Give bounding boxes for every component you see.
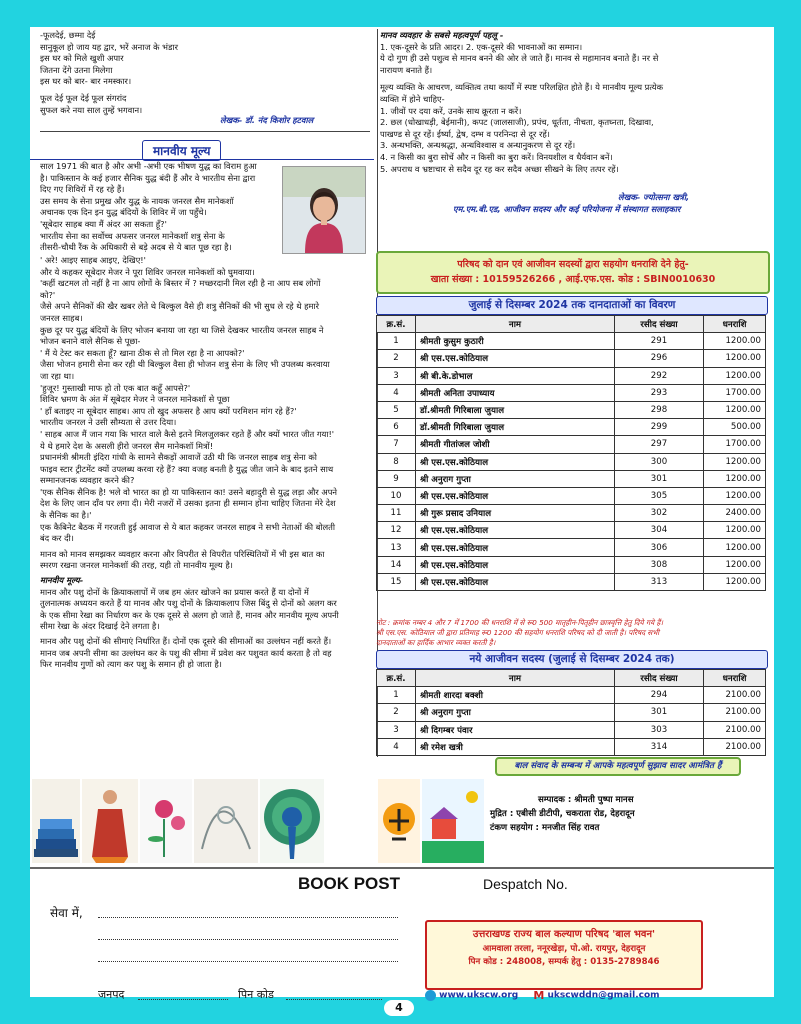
table-row — [377, 350, 766, 367]
row-name: श्रीमती अनिता उपाध्याय — [416, 384, 615, 401]
receipt-number: 296 — [615, 350, 704, 367]
donors-table — [376, 315, 766, 591]
poem-line: सुफल करे नया साल तुम्हें भगवान। — [40, 104, 143, 115]
table-row — [377, 505, 766, 522]
article-line: भारतीय जनरल ने उसी सौम्यता से उत्तर दिया। — [40, 417, 177, 428]
column-header: नाम — [416, 316, 615, 333]
table-row — [377, 419, 766, 436]
row-name: श्री बी.के.डोभाल — [416, 367, 615, 384]
amount: 500.00 — [704, 419, 766, 436]
address-to-label: सेवा में, — [50, 906, 83, 920]
row-name: श्रीमती गीतांजल जोशी — [416, 436, 615, 453]
row-number: 3 — [377, 367, 416, 384]
column-header: नाम — [416, 670, 615, 687]
article-line: सम्मानजनक व्यवहार करने की? — [40, 475, 135, 486]
row-number: 6 — [377, 419, 416, 436]
article-line: जैसे अपने सैनिकों की खैर खबर लेते थे बिल्कुल वैसे ही शत्रु सैनिकों की भी सुध ले रहे थे हमारे — [40, 301, 320, 312]
column-header: रसीद संख्या — [615, 670, 704, 687]
article-line: 'कहीं खटमल तो नहीं है ना आप लोगों के बिस्तर में ? मच्छरदानी मिल रही है ना आप सब लोगों — [40, 278, 321, 289]
article-line: मानव जब अपनी सीमा का उल्लंघन कर के पशु की सीमा में प्रवेश कर पशुवत कार्य करता है तो वह — [40, 647, 332, 658]
note-line: श्री एस.एस. कोठियाल जी द्वारा प्रतिमाह रू0 1200 की सहयोग धनराशि परिषद को दी जाती है। परिषद सभी — [376, 628, 660, 637]
printer-credit: मुद्रित : एबीसी डीटीपी, चकराता रोड, देहरादून — [490, 809, 635, 819]
table-row — [377, 738, 766, 755]
row-number: 7 — [377, 436, 416, 453]
amount: 1200.00 — [704, 333, 766, 350]
amount: 2100.00 — [704, 738, 766, 755]
table-row — [377, 367, 766, 384]
article-line: जैसा भोजन हमारी सेना कर रही थी बिल्कुल वैसा ही भोजन शत्रु सेना के लिए भी उपलब्ध करवाया — [40, 359, 330, 370]
row-number: 4 — [377, 738, 416, 755]
amount: 1200.00 — [704, 453, 766, 470]
receipt-number: 313 — [615, 573, 704, 590]
table-row — [377, 573, 766, 590]
web-contact-row — [425, 989, 703, 1005]
article-line: ' हाँ बताइए ना सूबेदार साहब। आप तो खुद अफसर है आप क्यों परमिशन मांग रहे हैं?' — [40, 405, 297, 416]
poem-line: इस घर को बार- बार नमस्कार। — [40, 76, 132, 87]
poem-line: जितना देंगे उतना मिलेगा — [40, 64, 113, 75]
address-line — [98, 917, 398, 918]
row-name: श्री एस.एस.कोठियाल — [416, 573, 615, 590]
table-row — [377, 556, 766, 573]
donors-table-title: जुलाई से दिसम्बर 2024 तक दानदाताओं का विवरण — [376, 296, 768, 315]
row-number: 13 — [377, 539, 416, 556]
row-number: 9 — [377, 470, 416, 487]
article-line: है। पाकिस्तान के कई हजार सैनिक युद्ध बंदी हैं और वे भारतीय सेना द्वारा — [40, 172, 256, 183]
amount: 2100.00 — [704, 687, 766, 704]
website-link[interactable]: www.ukscw.org — [439, 990, 519, 1001]
values-line: नारायण बनाते हैं। — [380, 64, 433, 75]
org-address: आमवाला तरला, ननूरखेड़ा, पो.ओ. रायपुर, देहरादून — [482, 944, 646, 954]
amount: 1200.00 — [704, 487, 766, 504]
article-line: उस समय के सेना प्रमुख और युद्ध के नायक जनरल सैम मानेकशॉ — [40, 195, 234, 206]
values-author-credentials: एम.एम.बी.एड, आजीवन सदस्य और कई परियोजना में संस्थागत सलाहकार — [453, 204, 681, 214]
values-line: 4. न किसी का बुरा सोचें और न किसी का बुरा करें। विनयशील व धैर्यवान बनें। — [380, 151, 613, 162]
email-link[interactable]: ukscwddn@gmail.com — [547, 990, 660, 1001]
org-name: उत्तराखण्ड राज्य बाल कल्याण परिषद 'बाल भवन' — [472, 929, 656, 940]
row-name: श्री एस.एस.कोठियाल — [416, 522, 615, 539]
article-line: ये थे हमारे देश के असली हीरो जनरल सैम मानेकशॉ मित्रों! — [40, 440, 214, 451]
gmail-icon: M — [533, 989, 545, 1002]
table-row — [377, 401, 766, 418]
article-line: सीमा रेखा के अंदर दिखाई देने लगता है। — [40, 621, 160, 632]
article-line: तुलनात्मक अध्ययन करते हैं या मानव और पशु दोनों के क्रियाकलाप जिस बिंदु से दोनों को अलग कर — [40, 598, 337, 609]
row-number: 2 — [377, 704, 416, 721]
receipt-number: 304 — [615, 522, 704, 539]
account-number: खाता संख्या : 10159526266 , आई.एफ.एस. कोड : SBIN0010630 — [430, 274, 716, 285]
receipt-number: 301 — [615, 470, 704, 487]
amount: 1200.00 — [704, 470, 766, 487]
row-name: श्री एस.एस.कोठियाल — [416, 487, 615, 504]
org-contact: पिन कोड : 248008, सम्पर्क हेतु : 0135-2789846 — [468, 957, 660, 967]
row-name: डॉ.श्रीमती गिरिबाला जुयाल — [416, 401, 615, 418]
values-line: ये दो गुण ही उसे पशुत्व से मानव बनने की ओर ले जाते हैं। मानव से महामानव बनाते हैं। नर से — [380, 53, 659, 64]
row-name: श्रीमती शारदा बक्शी — [416, 687, 615, 704]
article-line: देश के लिए जान दाँव पर लगा दी। मेरी नजरों में उसका इतना ही सम्मान होना चाहिए जितना मेरे देश — [40, 498, 336, 509]
receipt-number: 292 — [615, 367, 704, 384]
row-name: श्री एस.एस.कोठियाल — [416, 556, 615, 573]
author-photo — [282, 166, 366, 254]
article-line: जा रहा था। — [40, 370, 75, 381]
table-row — [377, 721, 766, 738]
receipt-number: 299 — [615, 419, 704, 436]
receipt-number: 305 — [615, 487, 704, 504]
sender-address-box — [425, 920, 703, 990]
values-line: 1. एक-दूसरे के प्रति आदर। 2. एक-दूसरे की भावनाओं का सम्मान। — [380, 41, 583, 52]
values-author: लेखक- ज्योत्सना खत्री, — [618, 192, 690, 202]
note-line: नोट : क्रमांक नम्बर 4 और 7 में 1700 की धनराशि में से रू0 500 मातृहीन-पितृहीन छात्रवृत्ति हेतु दिये गये हैं। — [376, 618, 663, 627]
article-line: दिए गए शिविरों में रह रहे हैं। — [40, 184, 125, 195]
amount: 2400.00 — [704, 505, 766, 522]
article-body — [40, 255, 374, 671]
amount: 1200.00 — [704, 539, 766, 556]
row-number: 8 — [377, 453, 416, 470]
article-line: फिर मानवीय गुणों को त्याग कर पशु के समान ही हो जाता है। — [40, 659, 222, 670]
table-header-row — [377, 316, 766, 333]
amount: 1700.00 — [704, 436, 766, 453]
row-number: 14 — [377, 556, 416, 573]
amount: 1200.00 — [704, 522, 766, 539]
receipt-number: 298 — [615, 401, 704, 418]
divider — [40, 131, 370, 132]
district-field — [138, 999, 228, 1000]
row-name: श्री एस.एस.कोठियाल — [416, 453, 615, 470]
values-section — [380, 30, 770, 175]
address-line — [98, 961, 398, 962]
despatch-number-label: Despatch No. — [483, 876, 568, 892]
values-line: 1. जीवों पर दया करें, उनके साथ क्रूरता न करें। — [380, 105, 522, 116]
values-line: व्यक्ति में होने चाहिए- — [380, 93, 445, 104]
table-row — [377, 436, 766, 453]
table-row — [377, 687, 766, 704]
receipt-number: 301 — [615, 704, 704, 721]
article-line: अचानक एक दिन इन युद्ध बंदियों के शिविर में जा पहुँचे। — [40, 207, 207, 218]
values-line: मूल्य व्यक्ति के आचरण, व्यक्तित्व तथा कार्यों में स्पष्ट परिलक्षित होते हैं। ये मानवीय मूल्य प्रत्येक — [380, 82, 663, 93]
article-line: के सैनिक का है।' — [40, 510, 92, 521]
editor-credit: सम्पादक : श्रीमती पुष्पा मानस — [538, 795, 634, 805]
page-number: 4 — [384, 1000, 414, 1016]
receipt-number: 308 — [615, 556, 704, 573]
article-line: 'सूबेदार साहब क्या मैं अंदर आ सकता हूँ?' — [40, 218, 167, 229]
article-line: शिविर भ्रमण के अंत में सूबेदार मेजर ने जनरल मानेकशॉ से पूछा — [40, 394, 230, 405]
values-line: पाखण्ड से दूर रहें। ईर्ष्या, द्वेष, दम्भ व परनिन्दा से दूर रहें। — [380, 128, 550, 139]
amount: 1200.00 — [704, 367, 766, 384]
article-line: फाइव स्टार ट्रीटमेंट क्यों उपलब्ध करवा रहे हैं? क्या वजह बनती है युद्ध जीत जाने के बाद इतने साथ — [40, 463, 334, 474]
column-header: धनराशि — [704, 670, 766, 687]
article-line: और ये कहकर सूबेदार मेजर ने पूरा शिविर जनरल मानेकशॉ को घुमवाया। — [40, 266, 255, 277]
row-name: श्री दिगम्बर पंवार — [416, 721, 615, 738]
row-name: श्री अनुराग गुप्ता — [416, 470, 615, 487]
suggestion-banner: बाल संवाद के सम्बन्ध में आपके महत्वपूर्ण सुझाव सादर आमंत्रित हैं — [495, 757, 741, 776]
receipt-number: 302 — [615, 505, 704, 522]
row-number: 12 — [377, 522, 416, 539]
row-name: श्री रमेश खत्री — [416, 738, 615, 755]
table-row — [377, 522, 766, 539]
article-line: भोजन बनाने वाले सैनिक से पूछा- — [40, 336, 141, 347]
account-details-box — [376, 251, 770, 294]
row-number: 15 — [377, 573, 416, 590]
note-line: दानदाताओं का हार्दिक आभार व्यक्त करती है। — [376, 638, 496, 647]
donors-note — [376, 618, 771, 648]
article-line: ' साहब आज मैं जान गया कि भारत वाले कैसे इतने मिलजुलकर रहते हैं और क्यों भारत जीत गया!' — [40, 428, 335, 439]
account-line: परिषद को दान एवं आजीवन सदस्यों द्वारा सहयोग धनराशि देने हेतु- — [457, 259, 689, 270]
row-number: 1 — [377, 333, 416, 350]
poem — [40, 30, 380, 116]
credits — [490, 793, 760, 835]
values-line: 5. अपराध व भ्रष्टाचार से सदैव दूर रह कर सदैव अच्छा सीखने के लिए तत्पर रहें। — [380, 163, 619, 174]
article-line: 'हुजूर! गुस्ताखी माफ हो तो एक बात कहूँ आपसे?' — [40, 382, 191, 393]
table-row — [377, 470, 766, 487]
typing-credit: टंकण सहयोग : मनजीत सिंह रावत — [490, 823, 600, 833]
table-row — [377, 384, 766, 401]
article-line: मानव और पशु दोनों के क्रियाकलापों में जब हम अंतर खोजने का प्रयास करते हैं या दोनों में — [40, 586, 309, 597]
table-row — [377, 704, 766, 721]
poem-author: लेखक- डॉ. नंद किशोर हटवाल — [220, 115, 314, 125]
amount: 1200.00 — [704, 350, 766, 367]
receipt-number: 294 — [615, 687, 704, 704]
article-line: एक कैबिनेट बैठक में गरजती हुई आवाज से ये बात कहकर जनरल साहब ने सभी नेताओं की बोलती — [40, 521, 336, 532]
values-line: 3. अन्धभक्ति, अन्धश्रद्धा, अन्धविश्वास व अन्धानुकरण से दूर रहें। — [380, 140, 576, 151]
article-intro — [40, 161, 278, 254]
article-line: प्रधानमंत्री श्रीमती इंदिरा गांधी के सामने सैकड़ों आवाजें उठी थी कि जनरल साहब शत्रु सेना को — [40, 452, 317, 463]
values-line: 2. छल (धोखाधड़ी, बेईमानी), कपट (जालसाजी), प्रपंच, धूर्तता, नीचता, कृतघ्नता, दिखावा, — [380, 117, 654, 128]
receipt-number: 291 — [615, 333, 704, 350]
row-number: 2 — [377, 350, 416, 367]
row-number: 3 — [377, 721, 416, 738]
column-header: क्र.सं. — [377, 316, 416, 333]
article-line: ' मैं ये टेस्ट कर सकता हूँ? खाना ठीक से तो मिल रहा है ना आपको?' — [40, 347, 245, 358]
receipt-number: 300 — [615, 453, 704, 470]
article-line: तीसरी-चौथी रैंक के अधिकारी से बड़े अदब से ये बात पूछ रहा है। — [40, 242, 232, 253]
members-table-title: नये आजीवन सदस्य (जुलाई से दिसम्बर 2024 तक) — [376, 650, 768, 669]
district-label: जनपद — [98, 988, 125, 1001]
amount: 1200.00 — [704, 573, 766, 590]
amount: 2100.00 — [704, 721, 766, 738]
table-header-row — [377, 670, 766, 687]
divider — [30, 867, 774, 869]
article-line: मानव को मानव समझकर व्यवहार करना और विपरीत से विपरीत परिस्थितियों में भी इस बात का — [40, 548, 325, 559]
row-name: श्री एस.एस.कोठियाल — [416, 350, 615, 367]
globe-icon — [425, 990, 436, 1001]
poem-line: सानुकूल हो जाय यह द्वार, भरें अनाज के भंडार — [40, 41, 178, 52]
amount: 1200.00 — [704, 401, 766, 418]
article-line: के एक सीमा रेखा का निर्धारण कर के एक दूसरे से अलग हो जाते हैं, मानव और मानवीय मूल्य अपनी — [40, 609, 339, 620]
article-line: 'एक सैनिक सैनिक है! भले वो भारत का हो या पाकिस्तान का! उसने बहादुरी से युद्ध लड़ा और अपने — [40, 486, 338, 497]
portrait-image-icon — [283, 167, 365, 253]
row-name: श्रीमती कुसुम कुठारी — [416, 333, 615, 350]
table-row — [377, 487, 766, 504]
column-header: रसीद संख्या — [615, 316, 704, 333]
poem-line: -फूलदेई, छम्मा देई — [40, 30, 96, 40]
sheet — [30, 27, 774, 1002]
receipt-number: 297 — [615, 436, 704, 453]
table-row — [377, 333, 766, 350]
amount: 2100.00 — [704, 704, 766, 721]
receipt-number: 306 — [615, 539, 704, 556]
poem-line: फूल देई फूल देई फूल संगरांद — [40, 92, 127, 103]
divider — [30, 159, 374, 160]
members-table — [376, 669, 766, 756]
receipt-number: 293 — [615, 384, 704, 401]
amount: 1200.00 — [704, 556, 766, 573]
book-post-title: BOOK POST — [298, 874, 401, 893]
article-line: बंद कर दी। — [40, 533, 74, 544]
row-name: श्री गुरू प्रसाद उनियाल — [416, 505, 615, 522]
row-number: 1 — [377, 687, 416, 704]
values-heading: मानव व्यवहार के सबसे महत्वपूर्ण पहलू - — [380, 30, 504, 40]
address-line — [98, 939, 398, 940]
row-number: 5 — [377, 401, 416, 418]
row-number: 10 — [377, 487, 416, 504]
article-line: स्मरण रखना जनरल मानेकशॉ की तरह, यही तो मानवीय मूल्य है। — [40, 560, 233, 571]
receipt-number: 314 — [615, 738, 704, 755]
article-line: ' अरे! आइए साहब आइए, देखिए!' — [40, 255, 146, 265]
receipt-number: 303 — [615, 721, 704, 738]
table-row — [377, 539, 766, 556]
article-line: मानव और पशु दोनों की सीमाएं निर्धारित हैं। दोनों एक दूसरे की सीमाओं का उल्लंघन नहीं करते हैं। — [40, 636, 332, 646]
row-number: 4 — [377, 384, 416, 401]
pincode-field — [286, 999, 382, 1000]
row-name: डॉ.श्रीमती गिरिबाला जुयाल — [416, 419, 615, 436]
article-title: मानवीय मूल्य — [142, 140, 221, 161]
row-name: श्री अनुराग गुप्ता — [416, 704, 615, 721]
amount: 1700.00 — [704, 384, 766, 401]
table-row — [377, 453, 766, 470]
article-line: जनरल साहब। — [40, 312, 83, 323]
poem-line: इस घर को मिले खुशी अपार — [40, 53, 124, 64]
article-line: को?' — [40, 289, 56, 300]
column-header: क्र.सं. — [377, 670, 416, 687]
row-number: 11 — [377, 505, 416, 522]
pincode-label: पिन कोड — [238, 988, 274, 1001]
column-header: धनराशि — [704, 316, 766, 333]
article-line: साल 1971 की बात है और अभी -अभी एक भीषण युद्ध का विराम हुआ — [40, 161, 257, 171]
row-name: श्री एस.एस.कोठियाल — [416, 539, 615, 556]
article-line: भारतीय सेना का सर्वोच्च अफसर जनरल मानेकशॉ शत्रु सेना के — [40, 230, 225, 241]
article-line: कुछ दूर पर युद्ध बंदियों के लिए भोजन बनाया जा रहा था जिसे देखकर भारतीय जनरल साहब ने — [40, 324, 324, 335]
article-subhead: मानवीय मूल्य- — [40, 575, 84, 586]
